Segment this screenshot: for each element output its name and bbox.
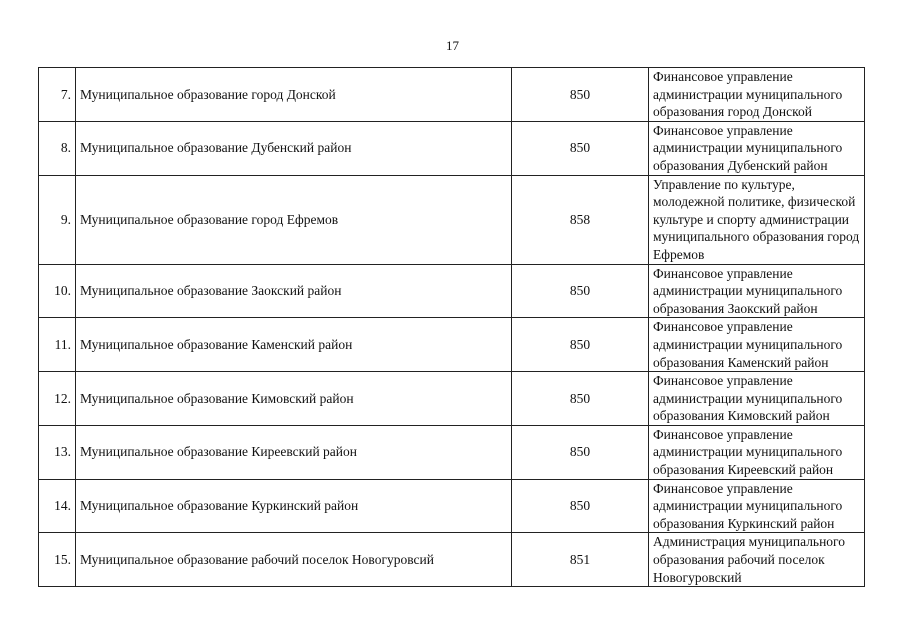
municipality-name: Муниципальное образование Дубенский район: [76, 121, 512, 175]
department-code: 850: [512, 425, 649, 479]
department-code: 850: [512, 264, 649, 318]
municipality-name: Муниципальное образование Кимовский район: [76, 372, 512, 426]
row-number: 8.: [39, 121, 76, 175]
department-code: 850: [512, 479, 649, 533]
municipality-name: Муниципальное образование Куркинский район: [76, 479, 512, 533]
table-row: [39, 121, 865, 175]
department-code: 850: [512, 121, 649, 175]
municipality-name: Муниципальное образование город Донской: [76, 68, 512, 122]
department-code: 850: [512, 372, 649, 426]
department-code: 858: [512, 175, 649, 264]
table-row: [39, 533, 865, 587]
administrator-name: Финансовое управление администрации муниципального образования Каменский район: [649, 318, 865, 372]
row-number: 10.: [39, 264, 76, 318]
administrator-name: Финансовое управление администрации муниципального образования Киреевский район: [649, 425, 865, 479]
administrator-name: Финансовое управление администрации муниципального образования Куркинский район: [649, 479, 865, 533]
municipality-name: Муниципальное образование Каменский район: [76, 318, 512, 372]
department-code: 850: [512, 68, 649, 122]
row-number: 12.: [39, 372, 76, 426]
municipality-name: Муниципальное образование рабочий поселок Новогуровсий: [76, 533, 512, 587]
administrator-name: Финансовое управление администрации муниципального образования Заокский район: [649, 264, 865, 318]
municipality-name: Муниципальное образование Заокский район: [76, 264, 512, 318]
department-code: 851: [512, 533, 649, 587]
table-row: [39, 318, 865, 372]
municipality-name: Муниципальное образование город Ефремов: [76, 175, 512, 264]
administrator-name: Финансовое управление администрации муниципального образования Дубенский район: [649, 121, 865, 175]
row-number: 13.: [39, 425, 76, 479]
table-row: [39, 68, 865, 122]
administrator-name: Управление по культуре, молодежной политике, физической культуре и спорту администрации муниципального образования город Ефремов: [649, 175, 865, 264]
page-number: 17: [446, 38, 459, 53]
row-number: 15.: [39, 533, 76, 587]
municipality-name: Муниципальное образование Киреевский район: [76, 425, 512, 479]
document-table: [38, 67, 865, 587]
administrator-name: Администрация муниципального образования рабочий поселок Новогуровский: [649, 533, 865, 587]
table-row: [39, 425, 865, 479]
table-row: [39, 372, 865, 426]
department-code: 850: [512, 318, 649, 372]
row-number: 7.: [39, 68, 76, 122]
administrator-name: Финансовое управление администрации муниципального образования город Донской: [649, 68, 865, 122]
row-number: 11.: [39, 318, 76, 372]
row-number: 9.: [39, 175, 76, 264]
table-row: [39, 479, 865, 533]
table-row: [39, 264, 865, 318]
row-number: 14.: [39, 479, 76, 533]
table-row: [39, 175, 865, 264]
administrator-name: Финансовое управление администрации муниципального образования Кимовский район: [649, 372, 865, 426]
